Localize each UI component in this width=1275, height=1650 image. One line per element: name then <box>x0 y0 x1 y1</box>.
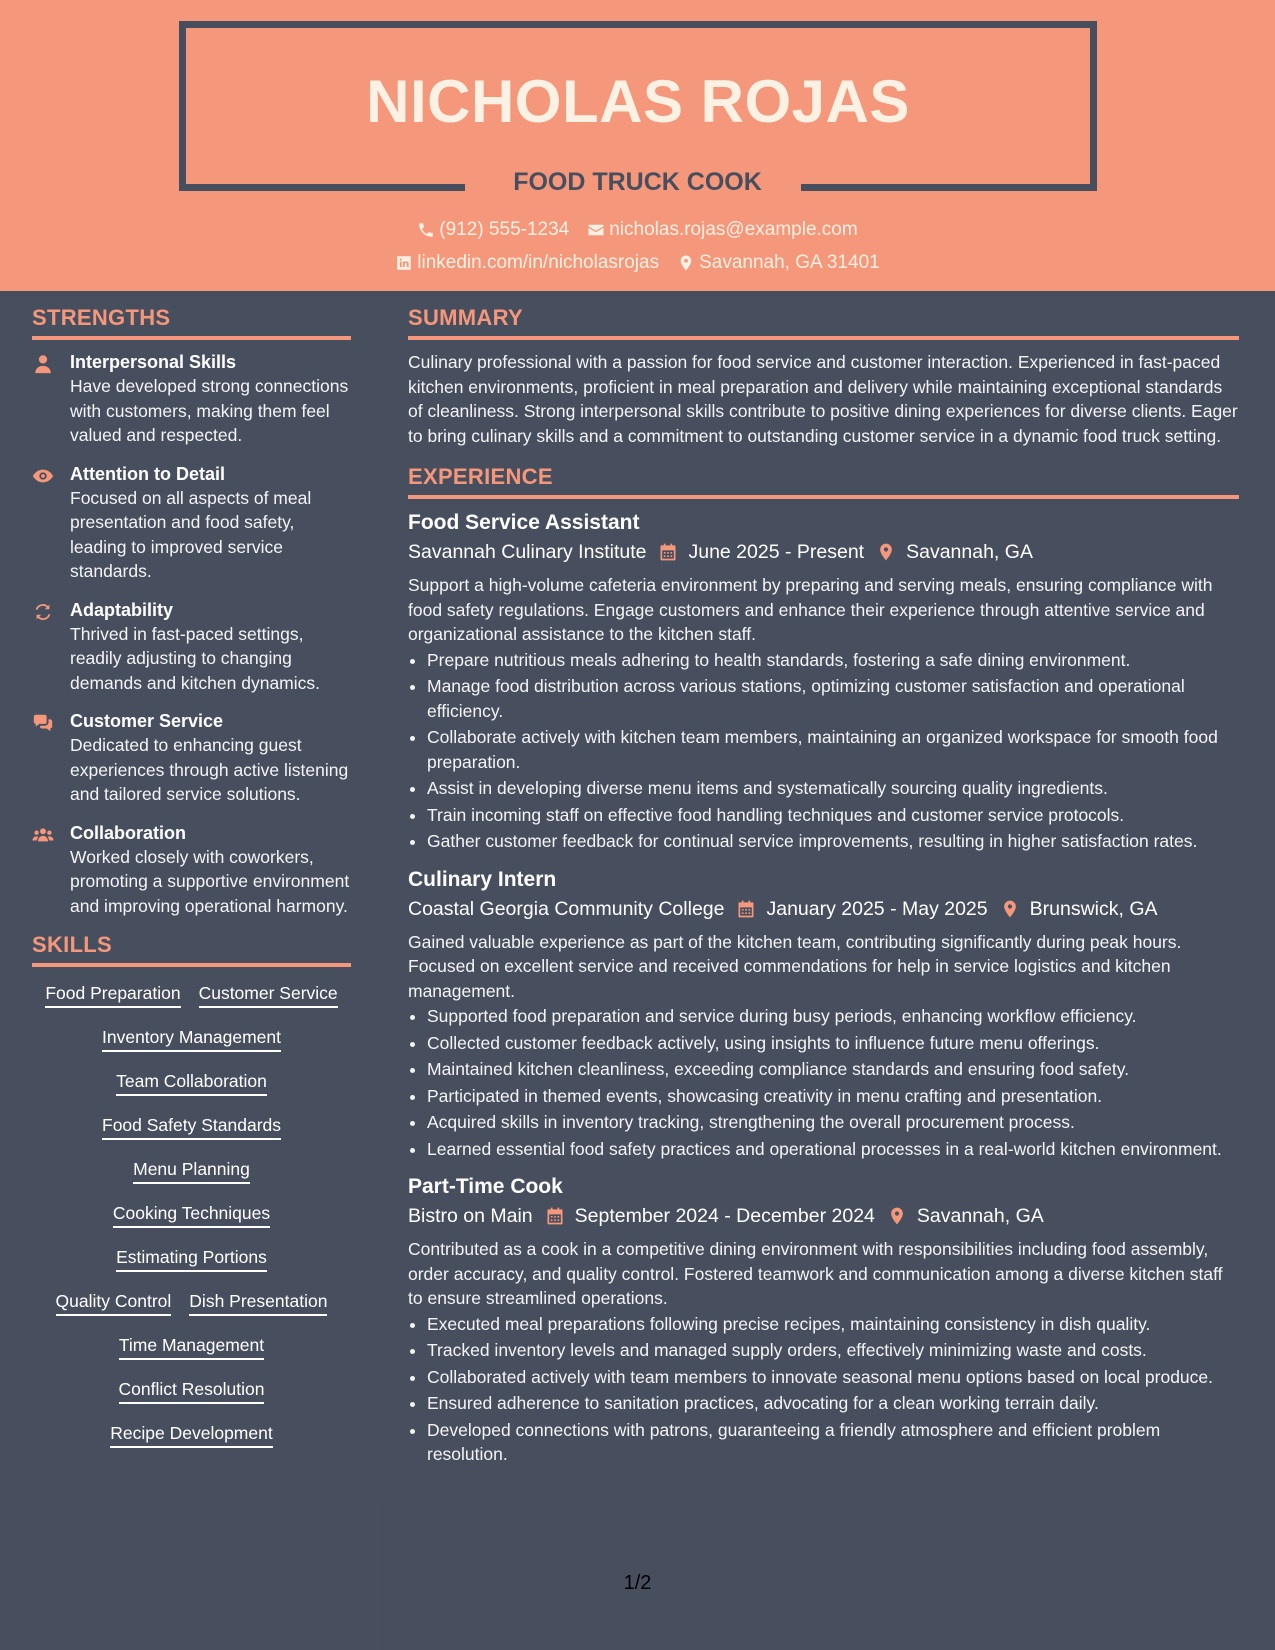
skill-tag: Food Preparation <box>45 983 180 1008</box>
strength-item <box>32 350 351 448</box>
job-entry <box>408 509 1239 854</box>
strength-description: Focused on all aspects of meal presentation and food safety, leading to improved service standards. <box>70 487 312 581</box>
location-text: Savannah, GA 31401 <box>699 252 880 273</box>
contact-row-2 <box>0 252 1275 274</box>
summary-heading: SUMMARY <box>408 305 1239 340</box>
users-icon <box>32 824 54 846</box>
job-dates: September 2024 - December 2024 <box>574 1205 875 1227</box>
job-bullet: • Learned essential food safety practices and operational processes in a real-world kitchen environment. <box>427 1137 1239 1162</box>
job-bullet: • Tracked inventory levels and managed supply orders, effectively minimizing waste and costs. <box>427 1338 1239 1363</box>
skill-tag: Conflict Resolution <box>119 1379 265 1404</box>
skill-tag: Time Management <box>119 1335 264 1360</box>
page-number: 1/2 <box>623 1572 652 1594</box>
skill-tag: Team Collaboration <box>116 1071 267 1096</box>
resume-header <box>0 0 1275 291</box>
job-company: Coastal Georgia Community College <box>408 897 725 920</box>
job-bullet: • Acquired skills in inventory tracking, strengthening the overall procurement process. <box>427 1110 1239 1135</box>
envelope-icon <box>587 221 605 239</box>
job-bullet: • Manage food distribution across various stations, optimizing customer satisfaction and operational efficiency. <box>427 674 1239 723</box>
map-pin-icon <box>876 542 896 562</box>
job-bullet: • Ensured adherence to sanitation practices, advocating for a clean working terrain daily. <box>427 1391 1239 1416</box>
phone-icon <box>417 221 435 239</box>
job-bullet: • Collaborated actively with team members to innovate seasonal menu options based on local produce. <box>427 1365 1239 1390</box>
calendar-icon <box>736 899 756 919</box>
skill-tag: Recipe Development <box>110 1423 272 1448</box>
job-description: Contributed as a cook in a competitive dining environment with responsibilities including food assembly, order accuracy, and quality control. Fostered teamwork and communication among a diverse kitchen staff to ensure streamlined operations. <box>408 1239 1223 1308</box>
job-bullet: • Maintained kitchen cleanliness, exceeding compliance standards and ensuring food safety. <box>427 1057 1239 1082</box>
job-entry <box>408 1173 1239 1467</box>
strength-title: Attention to Detail <box>70 463 225 484</box>
job-role: Part-Time Cook <box>408 1175 563 1198</box>
map-pin-icon <box>887 1206 907 1226</box>
strength-description: Worked closely with coworkers, promoting a supportive environment and improving operational harmony. <box>70 846 350 916</box>
strength-description: Thrived in fast-paced settings, readily adjusting to changing demands and kitchen dynamics. <box>70 623 320 693</box>
job-bullet: • Executed meal preparations following precise recipes, maintaining consistency in dish quality. <box>427 1312 1239 1337</box>
job-dates: June 2025 - Present <box>688 541 865 563</box>
contact-location <box>677 252 880 274</box>
job-role: Food Service Assistant <box>408 511 640 534</box>
job-description: Gained valuable experience as part of the kitchen team, contributing significantly during peak hours. Focused on excellent service and received commendations for help in service logistics and kitchen management. <box>408 931 1182 1001</box>
skill-tag: Estimating Portions <box>116 1247 267 1272</box>
strength-title: Customer Service <box>70 711 224 731</box>
skills-list <box>32 983 351 1448</box>
job-title: FOOD TRUCK COOK <box>513 168 762 196</box>
job-bullet: • Train incoming staff on effective food handling techniques and customer service protocols. <box>427 803 1239 828</box>
email-text: nicholas.rojas@example.com <box>609 219 858 240</box>
skills-heading: SKILLS <box>32 932 351 967</box>
strength-description: Have developed strong connections with customers, making them feel valued and respected. <box>70 376 349 445</box>
job-bullet: • Collected customer feedback actively, using insights to influence future menu offerings. <box>427 1031 1239 1056</box>
candidate-name: NICHOLAS ROJAS <box>366 68 910 135</box>
job-bullet: • Supported food preparation and service during busy periods, enhancing workflow efficiency. <box>427 1004 1239 1029</box>
user-icon <box>32 353 54 375</box>
job-location: Brunswick, GA <box>1029 897 1158 920</box>
job-bullet: • Developed connections with patrons, guaranteeing a friendly atmosphere and efficient problem resolution. <box>427 1418 1239 1467</box>
strength-description: Dedicated to enhancing guest experiences through active listening and tailored service solutions. <box>70 735 349 804</box>
skill-tag: Customer Service <box>199 983 338 1008</box>
job-bullet: • Gather customer feedback for continual service improvements, resulting in higher satisfaction rates. <box>427 829 1239 854</box>
job-bullet: • Participated in themed events, showcasing creativity in menu crafting and presentation. <box>427 1084 1239 1109</box>
job-location: Savannah, GA <box>906 541 1033 563</box>
experience-heading: EXPERIENCE <box>408 464 1239 499</box>
strength-item <box>32 598 351 696</box>
map-pin-icon <box>1000 899 1020 919</box>
left-column <box>32 305 351 1448</box>
strength-title: Collaboration <box>70 822 186 843</box>
job-meta <box>408 1201 1239 1231</box>
job-company: Bistro on Main <box>408 1205 533 1227</box>
job-entry <box>408 866 1239 1162</box>
comments-icon <box>32 712 54 734</box>
skill-tag: Dish Presentation <box>189 1291 327 1316</box>
strength-item <box>32 709 351 807</box>
job-location: Savannah, GA <box>916 1205 1044 1227</box>
strengths-heading: STRENGTHS <box>32 305 351 340</box>
phone-text: (912) 555-1234 <box>439 219 570 240</box>
skill-tag: Cooking Techniques <box>113 1203 270 1228</box>
map-pin-icon <box>677 254 695 272</box>
calendar-icon <box>545 1206 565 1226</box>
skill-tag: Inventory Management <box>102 1027 281 1052</box>
job-description: Support a high-volume cafeteria environment by preparing and serving meals, ensuring compliance with food safety regulations. Engage customers and enhance their experience through attentive service and organizational assistance to the kitchen staff. <box>408 575 1213 644</box>
job-bullet: • Assist in developing diverse menu items and systematically sourcing quality ingredients. <box>427 776 1239 801</box>
job-dates: January 2025 - May 2025 <box>766 897 988 920</box>
right-column <box>408 305 1239 1479</box>
refresh-icon <box>32 601 54 623</box>
job-meta <box>408 894 1239 924</box>
linkedin-icon <box>395 254 413 272</box>
strength-item <box>32 462 351 584</box>
job-bullet-list <box>408 1004 1239 1161</box>
job-company: Savannah Culinary Institute <box>408 541 647 563</box>
strength-title: Adaptability <box>70 599 174 620</box>
linkedin-text: linkedin.com/in/nicholasrojas <box>417 252 660 273</box>
experience-list <box>408 509 1239 1467</box>
job-bullet-list <box>408 648 1239 854</box>
strength-title: Interpersonal Skills <box>70 352 237 372</box>
skill-tag: Food Safety Standards <box>102 1115 281 1140</box>
job-role: Culinary Intern <box>408 867 557 891</box>
contact-email[interactable] <box>587 219 857 241</box>
skill-tag: Quality Control <box>56 1291 172 1316</box>
eye-icon <box>32 465 54 487</box>
skill-tag: Menu Planning <box>133 1159 250 1184</box>
contact-phone[interactable] <box>417 219 569 241</box>
contact-row-1 <box>0 219 1275 241</box>
calendar-icon <box>658 542 678 562</box>
job-bullet: • Collaborate actively with kitchen team members, maintaining an organized workspace for smooth food preparation. <box>427 725 1239 774</box>
summary-text: Culinary professional with a passion for food service and customer interaction. Experienced in fast-paced kitchen environments, proficient in meal preparation and delivery while maintaining exceptional standards of cleanliness. Strong interpersonal skills contribute to positive dining experiences for diverse clients. Eager to bring culinary skills and a commitment to outstanding customer service in a dynamic food truck setting. <box>408 352 1238 446</box>
job-bullet-list <box>408 1312 1239 1467</box>
job-bullet: • Prepare nutritious meals adhering to health standards, fostering a safe dining environment. <box>427 648 1239 673</box>
strength-item <box>32 821 351 919</box>
job-meta <box>408 537 1239 567</box>
contact-linkedin[interactable] <box>395 252 659 274</box>
